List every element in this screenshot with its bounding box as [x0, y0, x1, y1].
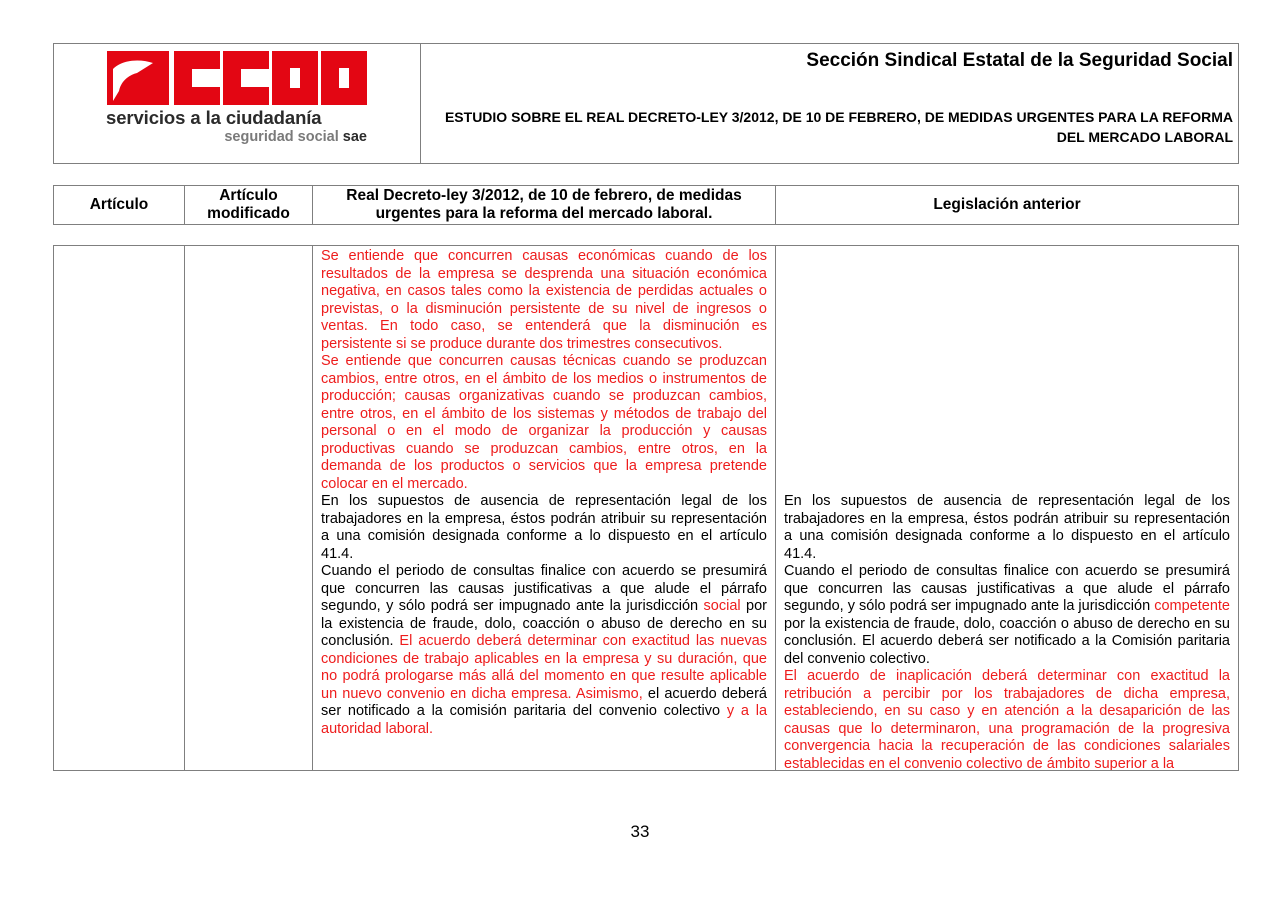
document-title: Sección Sindical Estatal de la Seguridad Social — [806, 50, 1233, 71]
new-law-p4-text-e: el acuerdo deberá ser notificado a la comisión paritaria del convenio colectivo — [321, 685, 767, 719]
logo-tagline: servicios a la ciudadanía — [106, 107, 322, 128]
page-number: 33 — [630, 822, 650, 841]
new-law-paragraph-4 — [321, 563, 767, 738]
cell-articulo — [54, 246, 185, 770]
old-law-paragraph-1: En los supuestos de ausencia de representación legal de los trabajadores en la empresa, éstos podrán atribuir su representación a una comisión designada conforme a lo dispuesto en el artículo 41.4. — [784, 493, 1230, 562]
document-header — [53, 43, 1239, 164]
column-header-row — [53, 185, 1239, 225]
cell-new-law — [313, 246, 776, 770]
ccoo-logo — [107, 51, 367, 105]
logo-subtagline-main: seguridad social — [224, 129, 339, 145]
document-subtitle: ESTUDIO SOBRE EL REAL DECRETO-LEY 3/2012, DE 10 DE FEBRERO, DE MEDIDAS URGENTES PARA LA REFORMA DEL MERCADO LABORAL — [444, 109, 1233, 145]
new-law-paragraph-1: Se entiende que concurren causas económicas cuando de los resultados de la empresa se desprenda una situación económica negativa, en casos tales como la existencia de perdidas actuales o previstas, o la disminución persistente de su nivel de ingresos o ventas. En todo caso, se entenderá que la disminución es persistente si se produce durante dos trimestres consecutivos. — [321, 248, 767, 352]
new-law-p4-highlight-acuerdo: El acuerdo deberá determinar con exactitud las nuevas condiciones de trabajo aplicables en la empresa y su duración, que no podrá prologarse más allá del momento en que resulte aplicable un nuevo convenio en dicha empresa. Asimismo, — [321, 633, 767, 702]
old-law-p2-text-a: Cuando el periodo de consultas finalice con acuerdo se presumirá que concurren las causas justificativas a que alude el párrafo segundo, y sólo podrá ser impugnado ante la jurisdicción — [784, 563, 1230, 614]
old-law-paragraph-3: El acuerdo de inaplicación deberá determinar con exactitud la retribución a percibir por los trabajadores de dicha empresa, estableciendo, en su caso y en atención a la desaparición de las causas que lo determinaron, una programación de la progresiva convergencia hacia la recuperación de las condiciones salariales establecidas en el convenio colectivo de ámbito superior a la — [784, 668, 1230, 770]
comparison-table — [53, 245, 1239, 771]
new-law-p4-highlight-autoridad: y a la autoridad laboral. — [321, 703, 768, 737]
new-law-p4-text-c: por la existencia de fraude, dolo, coacción o abuso de derecho en su conclusión. — [321, 598, 767, 649]
cell-modificado — [185, 246, 313, 770]
column-header-articulo: Artículo — [54, 186, 185, 224]
column-header-legislacion-anterior: Legislación anterior — [933, 196, 1081, 213]
new-law-p4-highlight-social: social — [703, 598, 741, 614]
cell-old-law — [776, 246, 1238, 770]
logo-subtagline-sae: sae — [342, 129, 367, 145]
old-law-p2-highlight-competente: competente — [1154, 598, 1230, 614]
old-law-paragraph-2 — [784, 563, 1230, 668]
new-law-p4-text-a: Cuando el periodo de consultas finalice con acuerdo se presumirá que concurren las causas justificativas a que alude el párrafo segundo, y sólo podrá ser impugnado ante la jurisdicción — [321, 563, 767, 614]
old-law-p2-text-c: por la existencia de fraude, dolo, coacción o abuso de derecho en su conclusión. El acuerdo deberá ser notificado a la Comisión paritaria del convenio colectivo. — [784, 615, 1230, 667]
column-header-real-decreto: Real Decreto-ley 3/2012, de 10 de febrero, de medidas urgentes para la reforma del mercado laboral. — [313, 186, 776, 224]
column-header-modificado: Artículo modificado — [185, 186, 313, 224]
new-law-paragraph-3: En los supuestos de ausencia de representación legal de los trabajadores en la empresa, éstos podrán atribuir su representación a una comisión designada conforme a lo dispuesto en el artículo 41.4. — [321, 493, 767, 562]
logo-cell — [54, 44, 421, 163]
title-cell — [421, 44, 1238, 163]
logo-subtagline — [224, 129, 367, 145]
new-law-paragraph-2: Se entiende que concurren causas técnicas cuando se produzcan cambios, entre otros, en el ámbito de los medios o instrumentos de producción; causas organizativas cuando se produzcan cambios, entre otros, en el ámbito de los sistemas y métodos de trabajo del personal o en el modo de organizar la producción y causas productivas cuando se produzcan cambios, entre otros, en la demanda de los productos o servicios que la empresa pretende colocar en el mercado. — [321, 353, 767, 492]
